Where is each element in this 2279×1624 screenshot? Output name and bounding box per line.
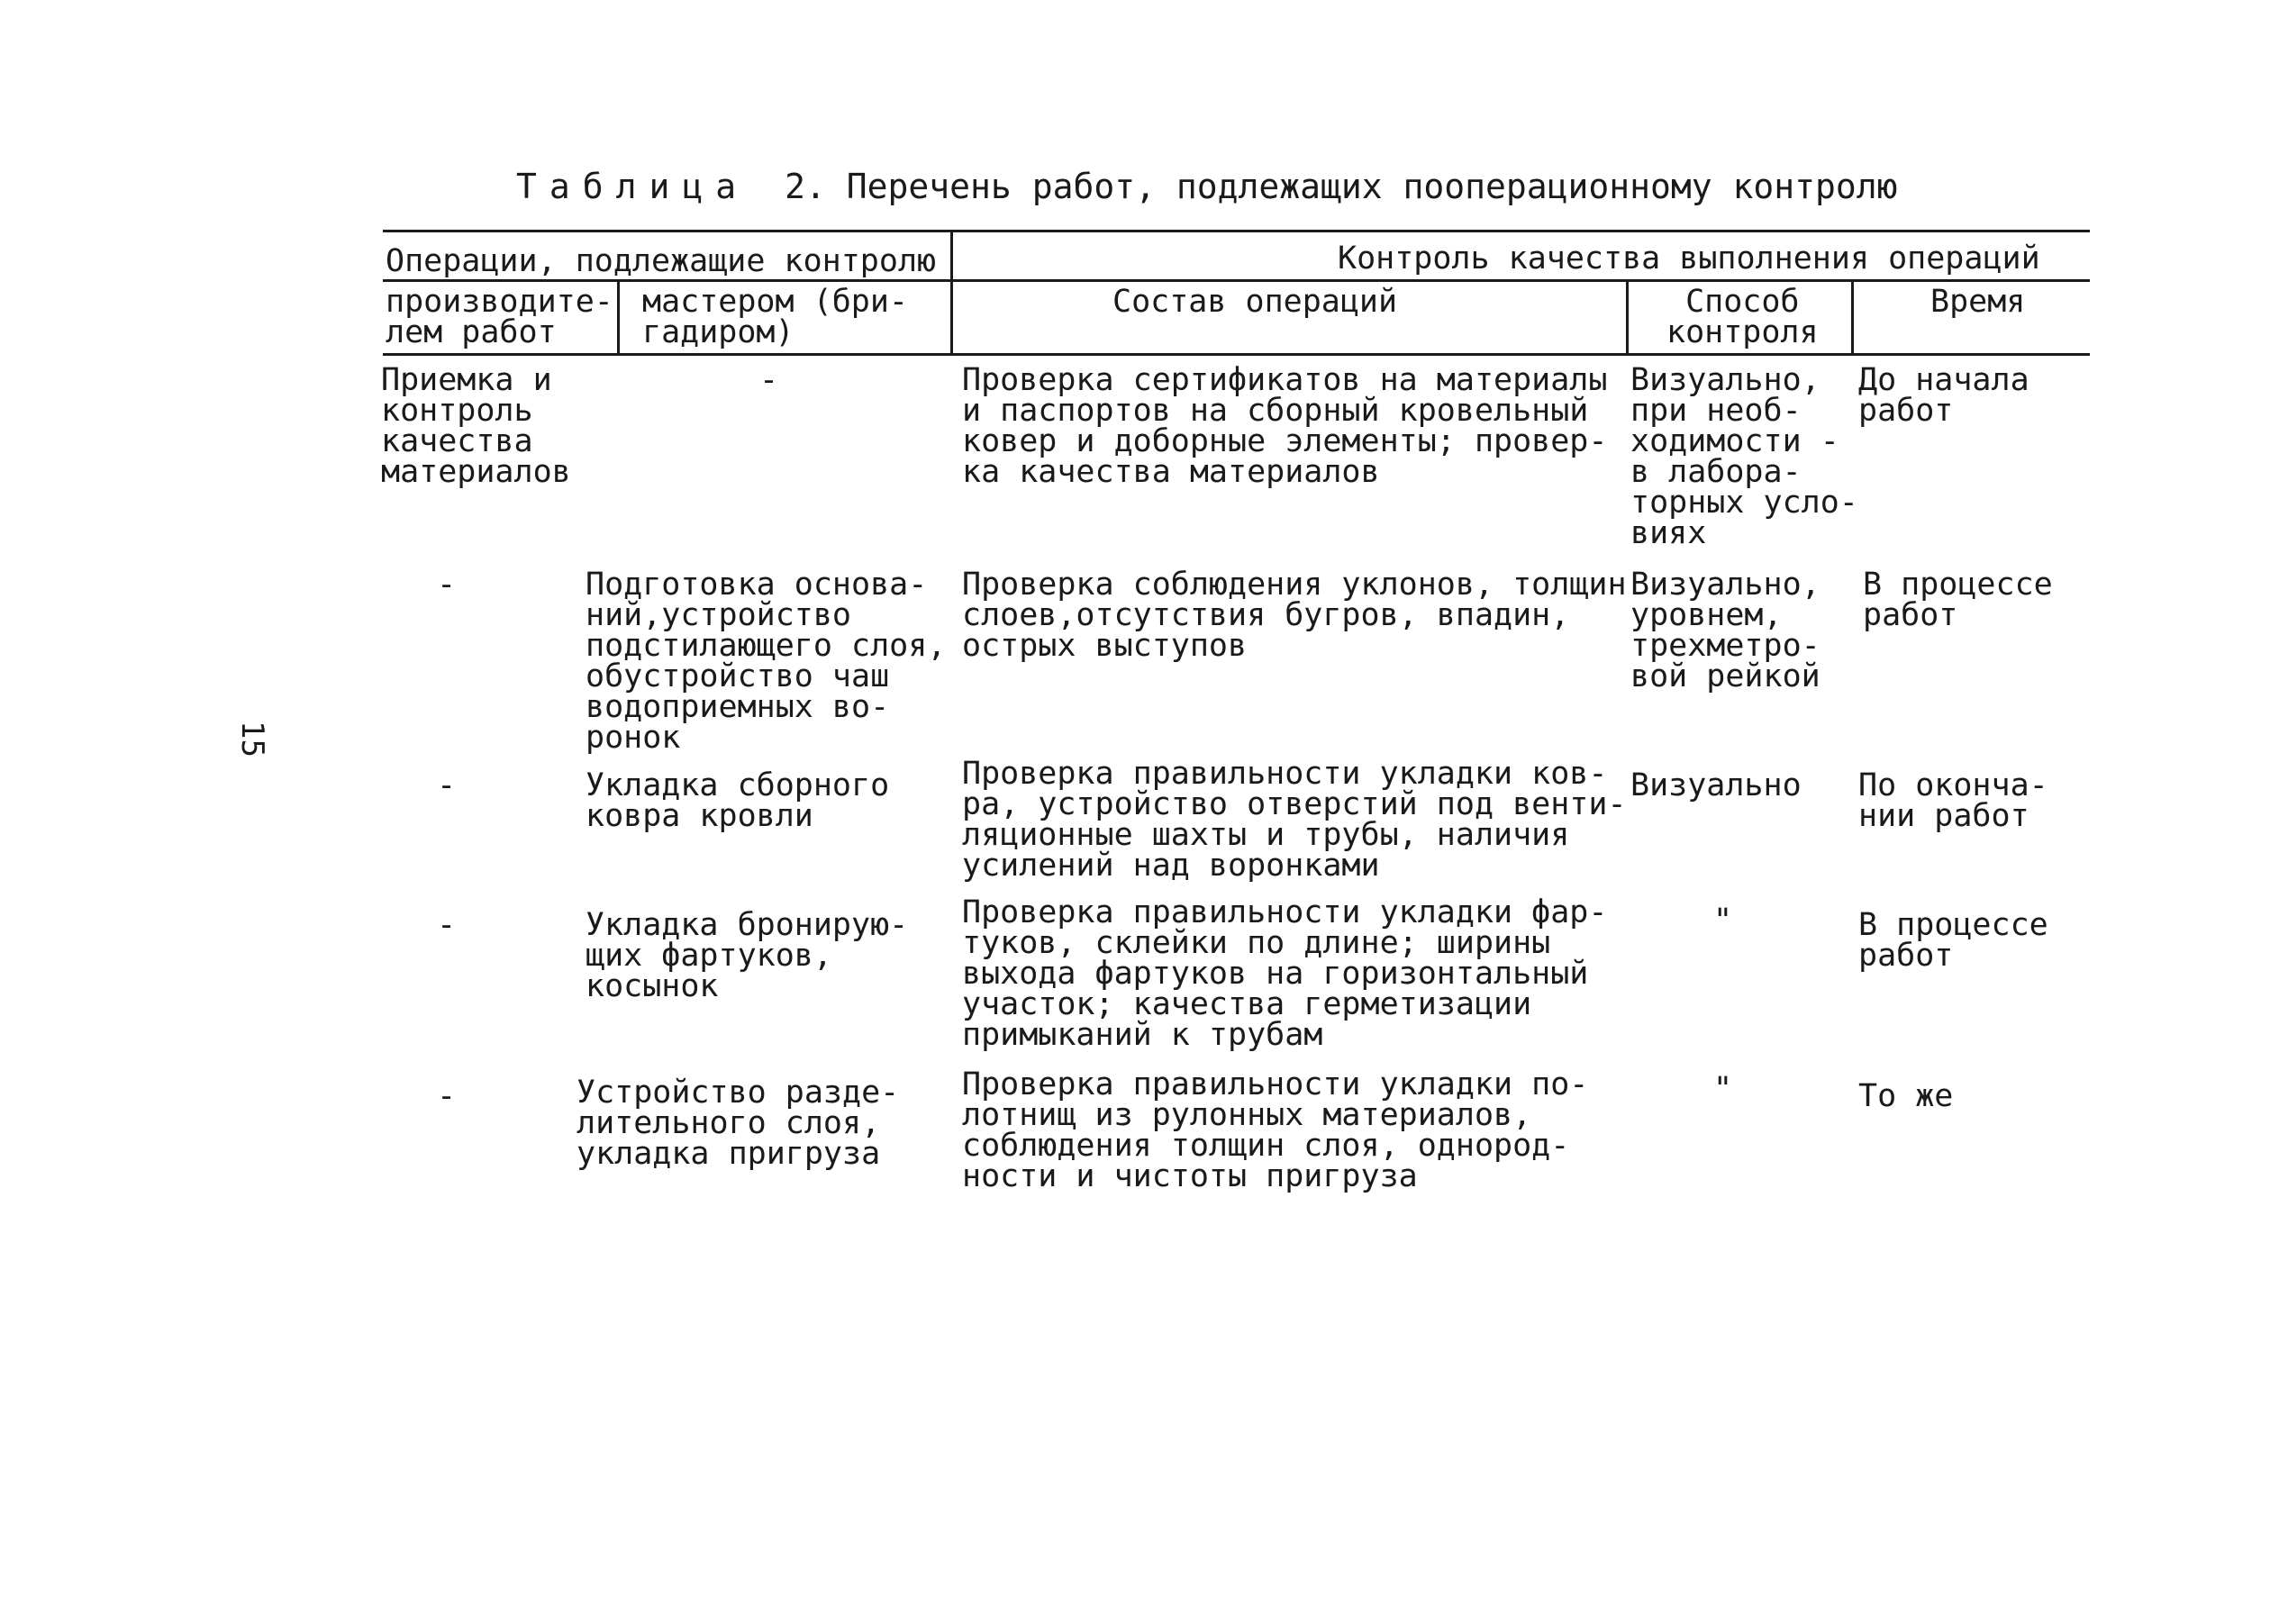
row-3-composition: Проверка правильности укладки ков- ра, устройство отверстий под венти- ляционные шахты и трубы, наличия усилений над воронками <box>962 756 1627 884</box>
table-caption-title: 2. Перечень работ, подлежащих пооперационному контролю <box>785 167 1898 206</box>
row-1-master: - <box>759 362 779 398</box>
header-group-right: Контроль качества выполнения операций <box>1338 240 2040 277</box>
header-col-master: мастером (бри- гадиром) <box>642 284 909 350</box>
header-bottom-rule <box>383 353 2090 356</box>
row-5-method: " <box>1713 1071 1733 1107</box>
row-2-time: В процессе работ <box>1863 567 2053 633</box>
row-4-producer: - <box>437 907 457 943</box>
row-4-master: Укладка бронирую- щих фартуков, косынок <box>586 907 909 1004</box>
row-2-composition: Проверка соблюдения уклонов, толщин слоев,отсутствия бугров, впадин, острых выступов <box>962 567 1627 664</box>
row-2-method: Визуально, уровнем, трехметро- вой рейкой <box>1630 567 1820 694</box>
row-3-time: По оконча- нии работ <box>1858 767 2048 834</box>
header-group-left: Операции, подлежащие контролю <box>386 243 937 279</box>
row-2-producer: - <box>437 567 457 603</box>
header-col-method: Способ контроля <box>1666 284 1819 350</box>
row-4-time: В процессе работ <box>1858 907 2048 974</box>
row-1-method: Визуально, при необ- ходимости - в лабора- торных усло- виях <box>1630 362 1858 551</box>
page-number: 15 <box>234 721 270 758</box>
row-5-master: Устройство разде- лительного слоя, укладка пригруза <box>577 1075 900 1172</box>
header-divider-producer-master <box>617 281 620 353</box>
header-divider-method-time <box>1851 281 1854 353</box>
header-col-time: Время <box>1930 284 2026 320</box>
row-4-method: " <box>1713 903 1733 939</box>
header-col-composition: Состав операций <box>1112 284 1398 320</box>
row-3-master: Укладка сборного ковра кровли <box>586 767 890 834</box>
row-5-producer: - <box>437 1078 457 1114</box>
row-3-method: Визуально <box>1630 767 1802 803</box>
table-caption-label: Таблица <box>516 167 749 206</box>
row-1-time: До начала работ <box>1858 362 2029 429</box>
header-divider-ops-control <box>950 231 953 353</box>
row-3-producer: - <box>437 767 457 803</box>
header-divider-composition-method <box>1626 281 1629 353</box>
row-1-producer: Приемка и контроль качества материалов <box>381 362 571 490</box>
row-4-composition: Проверка правильности укладки фар- туков, склейки по длине; ширины выхода фартуков на горизонтальный участок; качества герметизации примыканий к трубам <box>962 894 1608 1053</box>
row-5-time: То же <box>1858 1078 1954 1114</box>
row-1-composition: Проверка сертификатов на материалы и паспортов на сборный кровельный ковер и доборные элементы; провер- ка качества материалов <box>962 362 1608 490</box>
table-caption <box>516 167 1898 206</box>
row-5-composition: Проверка правильности укладки по- лотнищ из рулонных материалов, соблюдения толщин слоя, однород- ности и чистоты пригруза <box>962 1066 1589 1194</box>
table-top-rule <box>383 230 2090 232</box>
header-col-producer: производите- лем работ <box>386 284 613 350</box>
header-group-rule <box>383 279 2090 282</box>
row-2-master: Подготовка основа- ний,устройство подстилающего слоя, обустройство чаш водоприемных во- ронок <box>586 567 947 756</box>
